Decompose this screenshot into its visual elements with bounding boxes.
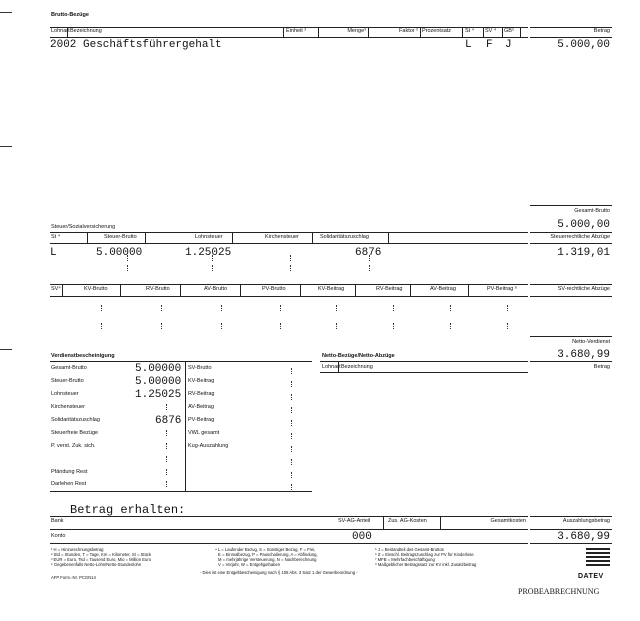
gesamtkosten-label: Gesamtkosten	[490, 518, 526, 524]
margin-mark	[0, 146, 12, 147]
divider	[530, 37, 612, 38]
footnote: ⁴ L = Laufender Bezug, S = Sonstiger Bezug, F = Frei,	[215, 547, 316, 552]
legal-notice: - Dies ist eine Entgeltbescheinigung nach § 108 Abs. 3 Satz 1 der Gewerbeordnung -	[200, 570, 358, 575]
item-st: L	[465, 39, 472, 51]
footnote: ⁷ MFB = Mehrfachbeschäftigung	[375, 557, 435, 562]
footnote: ³ EUR = Euro, Tsd = Tausend Euro, Mio = Million Euro	[51, 557, 152, 562]
col-kv-brutto: KV-Brutto	[84, 286, 108, 292]
decimal-tick	[166, 481, 167, 487]
decimal-tick	[291, 484, 292, 490]
verdienst-right: Kug-Auszahlung	[188, 443, 229, 449]
decimal-tick	[369, 265, 370, 271]
divider	[120, 284, 121, 296]
col-rv-brutto: RV-Brutto	[146, 286, 170, 292]
verdienst-right: KV-Beitrag	[188, 378, 215, 384]
netto-verdienst-value: 3.680,99	[557, 349, 610, 361]
divider	[383, 516, 384, 529]
decimal-tick	[127, 265, 128, 271]
decimal-tick	[166, 456, 167, 462]
bank-label: Bank	[51, 518, 64, 524]
divider	[420, 27, 421, 37]
decimal-tick	[166, 443, 167, 449]
divider	[530, 361, 612, 362]
divider	[50, 516, 528, 517]
auszahlung-value: 3.680,99	[557, 531, 610, 543]
divider	[388, 232, 389, 243]
decimal-tick	[291, 446, 292, 452]
item-lohnart: 2002	[50, 39, 77, 51]
item-gb: J	[505, 39, 512, 51]
netto-verdienst-label: Netto-Verdienst	[572, 339, 610, 345]
verdienst-section-title: Verdienstbescheinigung	[51, 353, 115, 359]
footnote: M = mehrjährige Versteuerung, N = Nachberechnung	[218, 557, 317, 562]
divider	[185, 361, 186, 491]
col-bezeichnung: Bezeichnung	[341, 364, 373, 370]
divider	[320, 361, 528, 362]
divider	[530, 243, 612, 244]
konto-label: Konto	[51, 533, 66, 539]
divider	[320, 372, 528, 373]
pfaendung-label: Pfändung Rest	[51, 469, 88, 475]
decimal-tick	[166, 404, 167, 410]
divider	[50, 543, 528, 544]
decimal-tick	[336, 323, 337, 329]
col-bezeichnung: Bezeichnung	[70, 28, 102, 34]
col-gb: GB⁵	[504, 28, 515, 34]
col-prozentsatz: Prozentsatz	[422, 28, 452, 34]
decimal-tick	[336, 305, 337, 311]
item-betrag: 5.000,00	[557, 39, 610, 51]
footnote: V = Vorjahr, W = Entgeltguthaben	[218, 562, 281, 567]
lohnsteuer-value: 1.25025	[185, 247, 232, 259]
divider	[240, 284, 241, 296]
verdienst-value: 1.25025	[135, 389, 182, 401]
verdienst-label: Steuer-Brutto	[51, 378, 84, 384]
divider	[50, 232, 528, 233]
decimal-tick	[280, 305, 281, 311]
soli-value: 6876	[355, 247, 382, 259]
footnote: ¹ H = Hinzurechnungsbetrag	[51, 547, 104, 552]
form-number: AFP Form.-Nr. PCGN14	[51, 575, 96, 580]
decimal-tick	[450, 305, 451, 311]
decimal-tick	[507, 323, 508, 329]
divider	[50, 284, 528, 285]
divider	[530, 529, 612, 530]
verdienst-label: Lohnsteuer	[51, 391, 79, 397]
footnote: E = Einmalbezug, P = Pauschalierung, A = Abfindung,	[218, 552, 318, 557]
probeabrechnung-stamp: PROBEABRECHNUNG	[518, 587, 600, 596]
footnote: ⁵ J = Bestandteil des Gesamt-Bruttos	[375, 547, 444, 552]
netto-bezuege-title: Netto-Bezüge/Netto-Abzüge	[322, 353, 395, 359]
col-st: St ⁴	[465, 28, 475, 34]
divider	[50, 491, 312, 492]
col-menge: Menge³	[347, 28, 366, 34]
sv-ag-anteil-label: SV-AG-Anteil	[338, 518, 371, 524]
col-rv-beitrag: RV-Beitrag	[376, 286, 403, 292]
divider	[468, 284, 469, 296]
divider	[530, 232, 612, 233]
col-betrag: Betrag	[593, 28, 610, 34]
footnote: ² Std = Stunden, T = Tage, Km = Kilometer, St = Stück	[51, 552, 152, 557]
col-einheit: Einheit ²	[286, 28, 307, 34]
verdienst-value: 5.00000	[135, 363, 182, 375]
verdienst-value: 5.00000	[135, 376, 182, 388]
steuer-brutto-value: 5.00000	[96, 247, 143, 259]
divider	[180, 284, 181, 296]
verdienst-label: Steuerfreie Bezüge	[51, 430, 99, 436]
margin-mark	[0, 12, 12, 13]
footnote: ⁸ Maßgeblicher Beitragssatz zur KV inkl. Zusatzbeitrag	[375, 562, 477, 567]
divider	[530, 516, 612, 517]
brutto-section-title: Brutto-Bezüge	[51, 12, 89, 18]
divider	[50, 529, 528, 530]
divider	[410, 284, 411, 296]
col-lohnsteuer: Lohnsteuer	[195, 234, 223, 240]
divider	[145, 232, 146, 243]
decimal-tick	[291, 459, 292, 465]
decimal-tick	[221, 323, 222, 329]
col-lohnart: Lohnart	[322, 364, 341, 370]
sv-ag-anteil-value: 000	[352, 531, 372, 543]
betrag-erhalten: Betrag erhalten:	[70, 503, 186, 517]
item-sv: F	[486, 39, 493, 51]
verdienst-value: 6876	[155, 415, 182, 427]
divider	[300, 284, 301, 296]
divider	[530, 284, 612, 285]
divider	[87, 232, 88, 243]
gesamt-brutto-label: Gesamt-Brutto	[574, 208, 610, 214]
datev-logo-text: DATEV	[578, 573, 604, 580]
datev-logo-icon	[586, 548, 610, 570]
col-faktor: Faktor ²	[399, 28, 418, 34]
item-bezeichnung: Geschäftsführergehalt	[83, 39, 222, 51]
decimal-tick	[101, 323, 102, 329]
decimal-tick	[212, 265, 213, 271]
divider	[530, 543, 612, 544]
divider	[520, 27, 521, 37]
col-kv-beitrag: KV-Beitrag	[318, 286, 345, 292]
col-av-brutto: AV-Brutto	[204, 286, 228, 292]
verdienst-label: Kirchensteuer	[51, 404, 85, 410]
divider	[462, 27, 463, 37]
divider	[283, 27, 284, 37]
verdienst-right: PV-Beitrag	[188, 417, 215, 423]
divider	[50, 37, 528, 38]
zus-ag-kosten-label: Zus. AG-Kosten	[388, 518, 427, 524]
verdienst-right: AV-Beitrag	[188, 404, 214, 410]
divider	[530, 205, 612, 206]
decimal-tick	[166, 430, 167, 436]
decimal-tick	[291, 381, 292, 387]
decimal-tick	[291, 472, 292, 478]
verdienst-right: SV-Brutto	[188, 365, 212, 371]
decimal-tick	[291, 433, 292, 439]
divider	[50, 243, 528, 244]
col-pv-beitrag: PV-Beitrag ⁶	[487, 286, 518, 292]
steuer-section-title: Steuer/Sozialversicherung	[51, 224, 116, 230]
decimal-tick	[450, 323, 451, 329]
divider	[502, 27, 503, 37]
decimal-tick	[161, 305, 162, 311]
divider	[530, 336, 612, 337]
sv-abzuege-label: SV-rechtliche Abzüge	[557, 286, 610, 292]
steuer-st: L	[50, 247, 57, 259]
decimal-tick	[290, 265, 291, 271]
divider	[355, 284, 356, 296]
divider	[483, 27, 484, 37]
decimal-tick	[393, 305, 394, 311]
divider	[530, 296, 612, 297]
col-sv: SV⁴	[51, 286, 61, 292]
verdienst-label: P. verst. Zuk. sich.	[51, 443, 96, 449]
auszahlung-label: Auszahlungsbetrag	[562, 518, 610, 524]
col-lohnart: Lohnart	[51, 28, 70, 34]
gesamt-brutto-value: 5.000,00	[557, 219, 610, 231]
decimal-tick	[221, 305, 222, 311]
decimal-tick	[291, 368, 292, 374]
decimal-tick	[101, 305, 102, 311]
decimal-tick	[166, 469, 167, 475]
divider	[62, 284, 63, 296]
decimal-tick	[291, 420, 292, 426]
decimal-tick	[290, 255, 291, 261]
decimal-tick	[393, 323, 394, 329]
decimal-tick	[161, 323, 162, 329]
decimal-tick	[280, 323, 281, 329]
decimal-tick	[291, 394, 292, 400]
divider	[50, 296, 528, 297]
steuer-abzuege-value: 1.319,01	[557, 247, 610, 259]
verdienst-label: Solidaritätszuschlag	[51, 417, 100, 423]
col-av-beitrag: AV-Beitrag	[430, 286, 456, 292]
divider	[232, 232, 233, 243]
darlehen-label: Darlehen Rest	[51, 481, 87, 487]
divider	[312, 232, 313, 243]
col-soli: Solidaritätszuschlag	[320, 234, 369, 240]
footnote: ⁶ Z = Einschl. Beitragszuschlag zur PV für Kinderlose	[375, 552, 474, 557]
netto-betrag-label: Betrag	[593, 364, 610, 370]
verdienst-label: Gesamt-Brutto	[51, 365, 87, 371]
decimal-tick	[507, 305, 508, 311]
verdienst-right: VWL gesamt	[188, 430, 220, 436]
col-steuer-brutto: Steuer-Brutto	[104, 234, 137, 240]
decimal-tick	[127, 255, 128, 261]
steuer-abzuege-label: Steuerrechtliche Abzüge	[550, 234, 610, 240]
divider	[50, 361, 312, 362]
decimal-tick	[291, 407, 292, 413]
verdienst-right: RV-Beitrag	[188, 391, 215, 397]
decimal-tick	[212, 255, 213, 261]
col-st: St ⁴	[51, 234, 61, 240]
col-sv: SV ⁴	[485, 28, 497, 34]
decimal-tick	[369, 255, 370, 261]
margin-mark	[0, 349, 12, 350]
col-pv-brutto: PV-Brutto	[262, 286, 286, 292]
col-kirchensteuer: Kirchensteuer	[265, 234, 299, 240]
footnote: ⁵ Gegebenenfalls Netto-Lohn/Netto-Stundenlohn	[51, 562, 142, 567]
